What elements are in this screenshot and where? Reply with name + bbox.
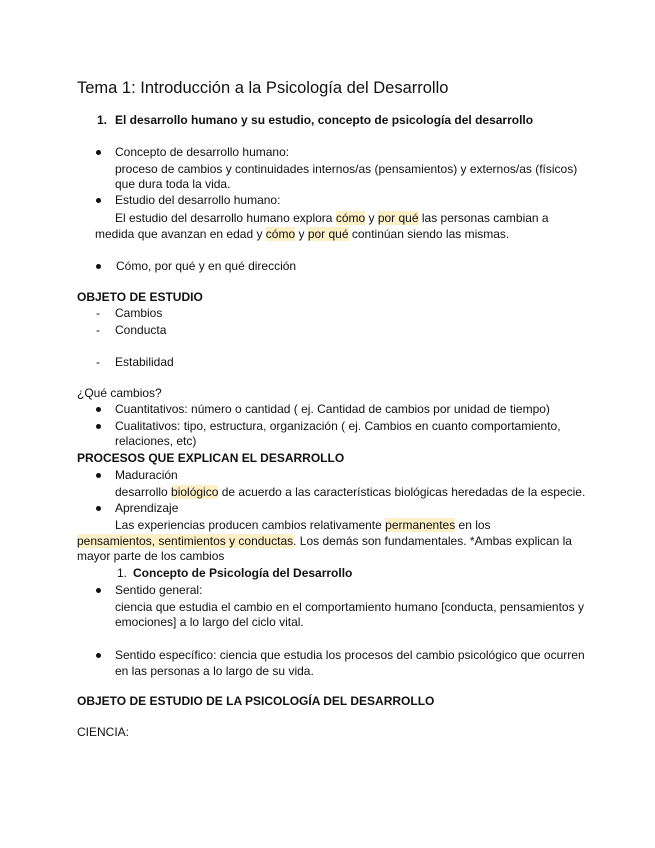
paragraph-line: mayor parte de los cambios [77,549,225,563]
list-item: Conducta [115,323,167,337]
list-item: Cambios [115,306,163,320]
dash-marker: - [96,355,100,369]
paragraph-line: que dura toda la vida. [115,177,231,191]
paragraph-line: en las personas a lo largo de su vida. [115,664,314,678]
bullet-label: Sentido general: [115,583,203,597]
paragraph-line: proceso de cambios y continuidades internos/as (pensamientos) y externos/as (físicos) [115,162,578,176]
section-heading: OBJETO DE ESTUDIO [77,290,203,304]
question-line: ¿Qué cambios? [77,386,162,400]
highlight: cómo [265,227,296,241]
section-heading: OBJETO DE ESTUDIO DE LA PSICOLOGÍA DEL DESARROLLO [77,694,435,708]
bullet-dot [96,407,101,412]
highlight: por qué [307,227,349,241]
list-item: Estabilidad [115,355,174,369]
bullet-label: Cómo, por qué y en qué dirección [116,259,297,273]
section-heading: PROCESOS QUE EXPLICAN EL DESARROLLO [77,451,345,465]
bullet-dot [96,588,101,593]
section-heading: Concepto de Psicología del Desarrollo [133,566,353,580]
section-number: 1. [97,113,108,127]
bullet-label: Aprendizaje [115,501,179,515]
bullet-dot [96,473,101,478]
paragraph-line: El estudio del desarrollo humano explora cómo y por qué las personas cambian a [115,211,549,225]
bullet-dot [96,653,101,658]
bullet-label: Concepto de desarrollo humano: [115,145,290,159]
bullet-label: Cualitativos: tipo, estructura, organización ( ej. Cambios en cuanto comportamiento, [115,419,561,433]
highlight: biológico [171,485,219,499]
paragraph-line: medida que avanzan en edad y cómo y por qué continúan siendo las mismas. [95,227,510,241]
section-heading: El desarrollo humano y su estudio, concepto de psicología del desarrollo [115,113,534,127]
paragraph-line: ciencia que estudia el cambio en el comportamiento humano [conducta, pensamientos y [115,600,584,614]
bullet-dot [96,198,101,203]
bullet-dot [96,264,101,269]
paragraph-line: Las experiencias producen cambios relativamente permanentes en los [115,518,491,532]
bullet-dot [96,506,101,511]
bullet-label: Maduración [115,468,178,482]
bullet-label: Sentido específico: ciencia que estudia los procesos del cambio psicológico que ocurren [115,648,585,662]
paragraph-line: pensamientos, sentimientos y conductas. Los demás son fundamentales. *Ambas explican la [77,534,572,548]
paragraph-line: desarrollo biológico de acuerdo a las características biológicas heredadas de la especie. [115,485,586,499]
dash-marker: - [96,306,100,320]
highlight: pensamientos, sentimientos y conductas [77,534,294,548]
bullet-label: Estudio del desarrollo humano: [115,193,281,207]
paragraph-line: relaciones, etc) [115,434,197,448]
dash-marker: - [96,323,100,337]
highlight: cómo [335,211,366,225]
bullet-label: Cuantitativos: número o cantidad ( ej. Cantidad de cambios por unidad de tiempo) [115,402,550,416]
bullet-dot [96,424,101,429]
paragraph-line: emociones] a lo largo del ciclo vital. [115,615,304,629]
highlight: por qué [377,211,419,225]
highlight: permanentes [385,518,456,532]
paragraph-line: CIENCIA: [77,725,130,739]
page-title: Tema 1: Introducción a la Psicología del Desarrollo [77,79,449,97]
section-number: 1. [117,566,128,580]
bullet-dot [96,150,101,155]
